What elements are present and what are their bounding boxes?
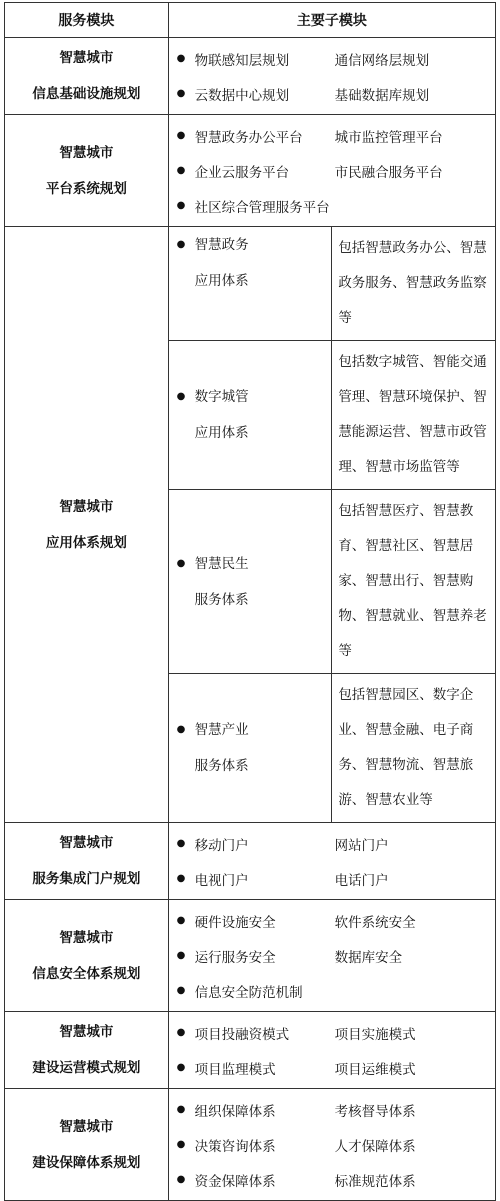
bullet-icon: ● (176, 1174, 186, 1185)
submodule-item: 云数据中心规划 (194, 87, 290, 104)
submodule-list (168, 1012, 495, 1089)
list-item (177, 1015, 495, 1050)
submodule-item: 标准规范体系 (334, 1173, 416, 1190)
list-item (177, 41, 495, 76)
submodule-item: 项目投融资模式 (194, 1026, 290, 1043)
app-name-line: 服务体系 (194, 591, 249, 608)
list-item (177, 826, 495, 861)
bullet-icon: ● (176, 1104, 186, 1115)
submodule-item: 项目监理模式 (194, 1061, 276, 1078)
app-description: 包括智慧政务办公、智慧政务服务、智慧政务监察等 (332, 227, 496, 341)
bullet-icon: ● (176, 1027, 186, 1038)
app-name-line: 智慧产业 (194, 722, 249, 738)
submodule-list (168, 115, 495, 227)
submodule-item: 数据库安全 (334, 949, 403, 966)
module-line: 信息基础设施规划 (32, 86, 141, 102)
table-row (5, 1089, 496, 1201)
bullet-icon: ● (176, 1062, 186, 1073)
bullet-icon: ● (176, 985, 186, 996)
list-item (177, 1127, 495, 1162)
app-name-line: 智慧民生 (194, 555, 249, 572)
list-item (177, 861, 495, 896)
module-line: 建设保障体系规划 (32, 1154, 141, 1171)
module-cell (5, 227, 169, 823)
app-description: 包括智慧医疗、智慧教育、智慧社区、智慧居家、智慧出行、智慧购物、智慧就业、智慧养老等 (332, 490, 496, 674)
app-name-line: 智慧政务 (194, 237, 249, 253)
module-cell (5, 1012, 169, 1089)
module-line: 应用体系规划 (45, 534, 127, 551)
bullet-icon: ● (176, 165, 186, 176)
header-service-module: 服务模块 (5, 3, 169, 38)
module-line: 智慧城市 (59, 498, 114, 515)
submodule-item: 城市监控管理平台 (334, 129, 443, 146)
table-row (5, 1012, 496, 1089)
bullet-icon: ● (176, 88, 186, 99)
module-line: 平台系统规划 (45, 180, 127, 197)
module-line: 建设运营模式规划 (32, 1060, 141, 1076)
submodule-item: 考核督导体系 (334, 1103, 416, 1120)
module-line: 服务集成门户规划 (32, 871, 141, 887)
submodule-item: 硬件设施安全 (194, 914, 276, 931)
table-row (5, 823, 496, 900)
app-name-line: 服务体系 (194, 758, 249, 774)
submodule-item: 组织保障体系 (194, 1103, 276, 1120)
submodule-item: 项目实施模式 (334, 1026, 416, 1043)
submodule-item: 资金保障体系 (194, 1173, 276, 1190)
submodule-list (168, 38, 495, 115)
submodule-item: 电话门户 (334, 872, 389, 889)
submodule-item: 社区综合管理服务平台 (194, 199, 330, 216)
list-item (177, 973, 495, 1008)
module-line: 智慧城市 (59, 144, 114, 161)
app-name-line: 数字城管 (194, 389, 249, 405)
module-line: 智慧城市 (59, 929, 114, 946)
module-cell (5, 38, 169, 115)
list-item (177, 1162, 495, 1197)
app-name-cell (168, 674, 332, 823)
bullet-icon: ● (176, 724, 186, 735)
list-item (177, 153, 495, 188)
submodule-item: 基础数据库规划 (334, 87, 430, 104)
list-item (177, 76, 495, 111)
bullet-icon: ● (176, 239, 186, 250)
submodule-item: 项目运维模式 (334, 1061, 416, 1078)
list-item (177, 188, 495, 223)
submodule-item: 决策咨询体系 (194, 1138, 276, 1155)
submodule-list (168, 900, 495, 1012)
app-name-line: 应用体系 (194, 425, 249, 441)
app-description: 包括智慧园区、数字企业、智慧金融、电子商务、智慧物流、智慧旅游、智慧农业等 (332, 674, 496, 823)
submodule-list (168, 823, 495, 900)
app-name-cell (168, 227, 332, 341)
bullet-icon: ● (176, 1139, 186, 1150)
bullet-icon: ● (176, 53, 186, 64)
module-cell (5, 900, 169, 1012)
bullet-icon: ● (176, 950, 186, 961)
header-sub-modules: 主要子模块 (168, 3, 495, 38)
submodule-item: 通信网络层规划 (334, 52, 430, 69)
module-cell (5, 115, 169, 227)
table-row (5, 115, 496, 227)
submodule-item: 移动门户 (194, 837, 249, 854)
bullet-icon: ● (176, 557, 186, 569)
service-module-table (4, 2, 496, 1201)
submodule-item: 运行服务安全 (194, 949, 276, 966)
submodule-item: 物联感知层规划 (194, 52, 290, 69)
module-line: 智慧城市 (59, 1024, 114, 1040)
submodule-item: 电视门户 (194, 872, 249, 889)
submodule-item: 信息安全防范机制 (194, 984, 303, 1001)
submodule-item: 企业云服务平台 (194, 164, 290, 181)
module-line: 智慧城市 (59, 50, 114, 66)
table-row (5, 227, 496, 341)
bullet-icon: ● (176, 130, 186, 141)
app-name-cell (168, 341, 332, 490)
app-name-line: 应用体系 (194, 273, 249, 289)
app-description: 包括数字城管、智能交通管理、智慧环境保护、智慧能源运营、智慧市政管理、智慧市场监管等 (332, 341, 496, 490)
list-item (177, 118, 495, 153)
bullet-icon: ● (176, 200, 186, 211)
module-line: 信息安全体系规划 (32, 965, 141, 982)
module-line: 智慧城市 (59, 1118, 114, 1135)
submodule-item: 智慧政务办公平台 (194, 129, 303, 146)
table-row (5, 900, 496, 1012)
submodule-item: 市民融合服务平台 (334, 164, 443, 181)
module-line: 智慧城市 (59, 835, 114, 851)
list-item (177, 1050, 495, 1085)
bullet-icon: ● (176, 391, 186, 402)
module-cell (5, 1089, 169, 1201)
submodule-list (168, 1089, 495, 1201)
module-cell (5, 823, 169, 900)
table-header-row (5, 3, 496, 38)
bullet-icon: ● (176, 838, 186, 849)
list-item (177, 903, 495, 938)
app-name-cell (168, 490, 332, 674)
submodule-item: 软件系统安全 (334, 914, 416, 931)
bullet-icon: ● (176, 873, 186, 884)
bullet-icon: ● (176, 915, 186, 926)
submodule-item: 人才保障体系 (334, 1138, 416, 1155)
table-row (5, 38, 496, 115)
submodule-item: 网站门户 (334, 837, 389, 854)
list-item (177, 938, 495, 973)
list-item (177, 1092, 495, 1127)
